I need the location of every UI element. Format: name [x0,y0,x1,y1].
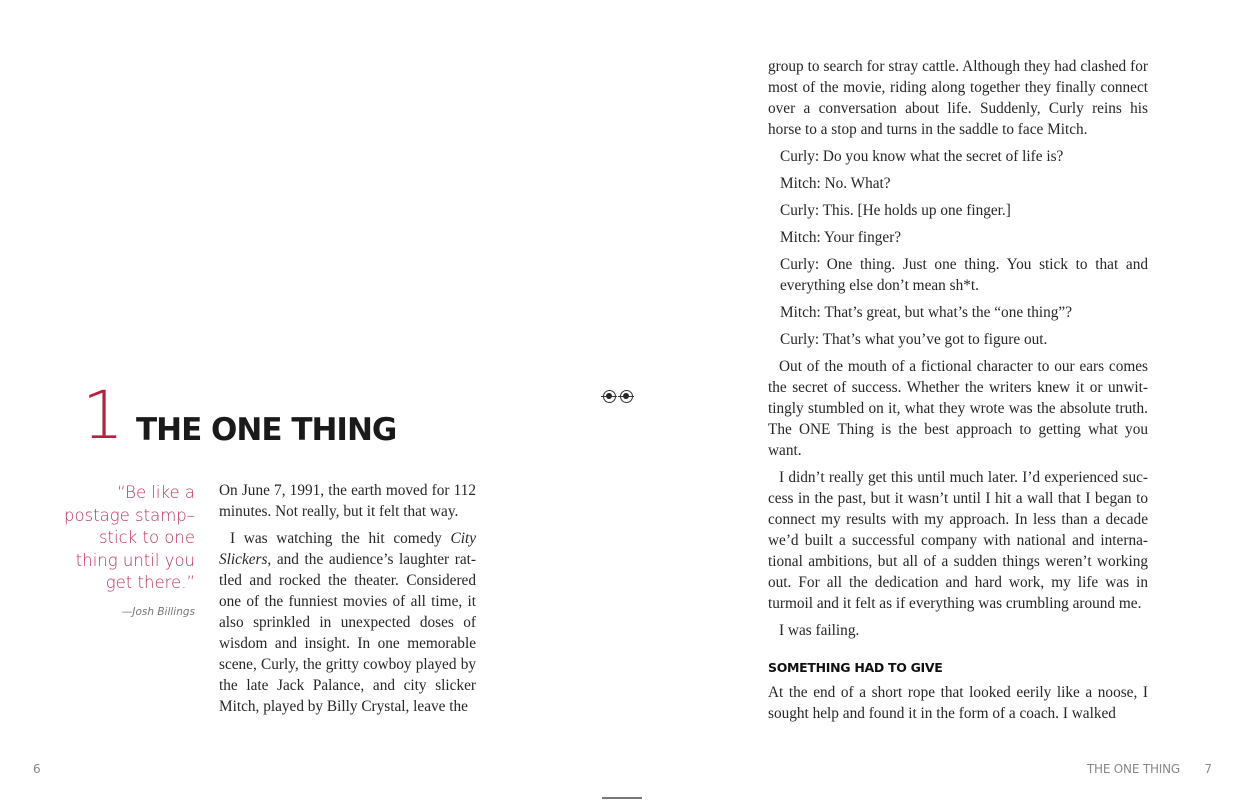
epigraph-line: thing until you [75,550,195,570]
dialogue-line: Curly: This. [He holds up one finger.] [780,202,1011,219]
chapter-title: THE ONE THING [136,412,397,448]
dialogue-line: Mitch: That’s great, but what’s the “one thing”? [780,304,1072,321]
epigraph-quote [60,482,195,595]
paragraph [219,528,476,717]
movie-title-italic: City Slickers, [219,530,476,568]
running-head: THE ONE THING [1086,762,1180,776]
dialogue-line: Mitch: Your finger? [780,229,902,246]
paragraph-text: I was watching the hit comedy [230,530,451,547]
left-page [0,0,600,800]
epigraph-line: get there.” [105,573,195,592]
dialogue-line: Curly: That’s what you’ve got to figure out. [780,331,1048,348]
page-number-right: 7 [1204,762,1212,776]
paragraph: Out of the mouth of a fictional character to our ears comes the secret of success. Whether the writers knew it or unwittingly stumbled on it, what they wrote was the absolute truth. The ONE Thing is the best approach to getting what you want. [768,358,1148,459]
paragraph-text: and the audience’s laughter rattled and rocked the theater. Considered one of the funniest movies of all time, it also sprinkled in unexpected doses of wisdom and insight. In one memorable scene, Curly, the gritty cowboy played by the late Jack Palance, and city slicker Mitch, played by Billy Crystal, leave the [219,551,476,715]
dialogue-line: Mitch: No. What? [780,175,891,192]
paragraph: I was failing. [779,622,860,639]
chapter-number: 1 [82,377,122,454]
epigraph-line: stick to one [98,528,195,547]
paragraph: group to search for stray cattle. Although they had clashed for most of the movie, riding along together they finally connect over a conversation about life. Suddenly, Curly reins his horse to a stop and turns in the saddle to face Mitch. [768,58,1148,138]
page-number-left: 6 [33,762,41,776]
page-divider [602,797,642,799]
epigraph-attribution: —Josh Billings [121,606,195,618]
paragraph: On June 7, 1991, the earth moved for 112 minutes. Not really, but it felt that way. [219,482,476,520]
dialogue-line: Curly: Do you know what the secret of life is? [780,148,1064,165]
right-page [624,0,1248,800]
epigraph-line: “Be like a [117,483,195,502]
right-body-text [768,56,1148,730]
paragraph: At the end of a short rope that looked eerily like a noose, I sought help and found it in the form of a coach. I walked [768,684,1148,722]
registration-target-icon [603,390,616,403]
section-subheading: SOMETHING HAD TO GIVE [768,660,943,675]
left-body-text [219,480,476,723]
epigraph-line: postage stamp– [63,505,195,525]
dialogue-line: Curly: One thing. Just one thing. You stick to that and everything else don’t mean sh*t. [780,256,1148,294]
chapter-heading [82,377,397,454]
paragraph: I didn’t really get this until much later. I’d experienced success in the past, but it wasn’t until I hit a wall that I began to connect my results with my approach. In less than a decade we’d built a successful company with national and international ambitions, but all of a sudden things weren’t working out. For all the dedication and hard work, my life was in turmoil and it felt as if everything was crumbling around me. [768,469,1148,612]
